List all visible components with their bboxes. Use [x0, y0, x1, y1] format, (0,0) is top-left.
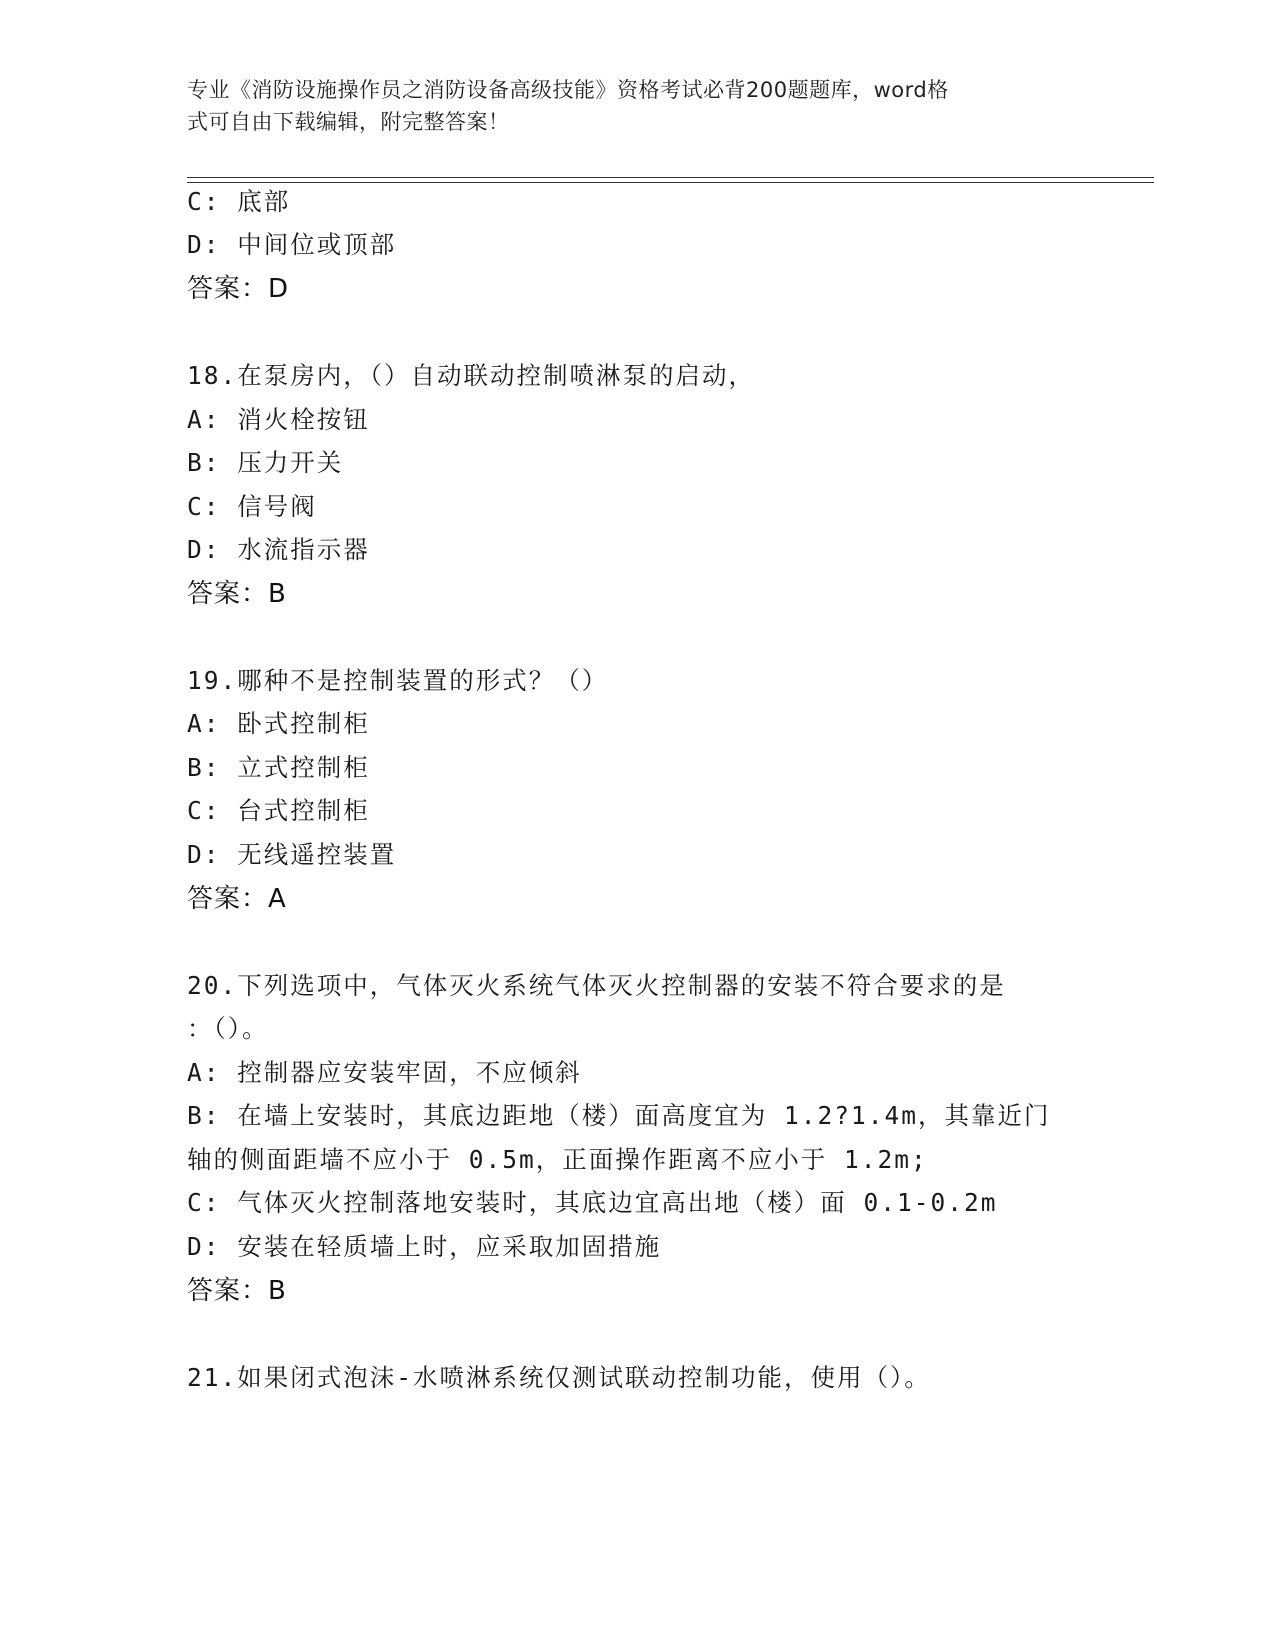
q18-stem: 18.在泵房内，（）自动联动控制喷淋泵的启动， [187, 361, 755, 390]
q18-option-a: A: 消火栓按钮 [187, 405, 370, 434]
q20-stem-line-2: ：（）。 [187, 1014, 269, 1043]
q20-answer: 答案：B [187, 1276, 287, 1306]
header-divider-bottom [187, 182, 1154, 183]
q20-option-b-line-1: B: 在墙上安装时，其底边距地（楼）面高度宜为 1.2?1.4m，其靠近门 [187, 1101, 1051, 1130]
q19-option-a: A: 卧式控制柜 [187, 709, 370, 738]
header-line-1: 专业《消防设施操作员之消防设备高级技能》资格考试必背200题题库，word格 [187, 78, 949, 102]
q19-option-c: C: 台式控制柜 [187, 796, 370, 825]
q18-option-b: B: 压力开关 [187, 448, 344, 477]
q19-option-d: D: 无线遥控装置 [187, 840, 397, 869]
q20-option-d: D: 安装在轻质墙上时，应采取加固措施 [187, 1232, 662, 1261]
prev-answer: 答案：D [187, 274, 290, 304]
prev-option-c: C: 底部 [187, 187, 291, 216]
q19-option-b: B: 立式控制柜 [187, 753, 370, 782]
q20-option-b-line-2: 轴的侧面距墙不应小于 0.5m，正面操作距离不应小于 1.2m; [187, 1145, 928, 1174]
q18-answer: 答案：B [187, 579, 287, 609]
q18-option-c: C: 信号阀 [187, 492, 317, 521]
header-line-2: 式可自由下载编辑，附完整答案！ [187, 110, 510, 134]
q20-option-c: C: 气体灭火控制落地安装时，其底边宜高出地（楼）面 0.1-0.2m [187, 1188, 998, 1217]
q20-stem-line-1: 20.下列选项中，气体灭火系统气体灭火控制器的安装不符合要求的是 [187, 971, 1006, 1000]
q19-stem: 19.哪种不是控制装置的形式？（） [187, 666, 609, 695]
q21-stem: 21.如果闭式泡沫-水喷淋系统仅测试联动控制功能，使用（）。 [187, 1363, 931, 1392]
q20-option-a: A: 控制器应安装牢固，不应倾斜 [187, 1058, 582, 1087]
document-header [187, 74, 1087, 138]
q18-option-d: D: 水流指示器 [187, 535, 370, 564]
prev-option-d: D: 中间位或顶部 [187, 230, 397, 259]
q19-answer: 答案：A [187, 884, 287, 914]
header-divider-top [187, 177, 1154, 178]
